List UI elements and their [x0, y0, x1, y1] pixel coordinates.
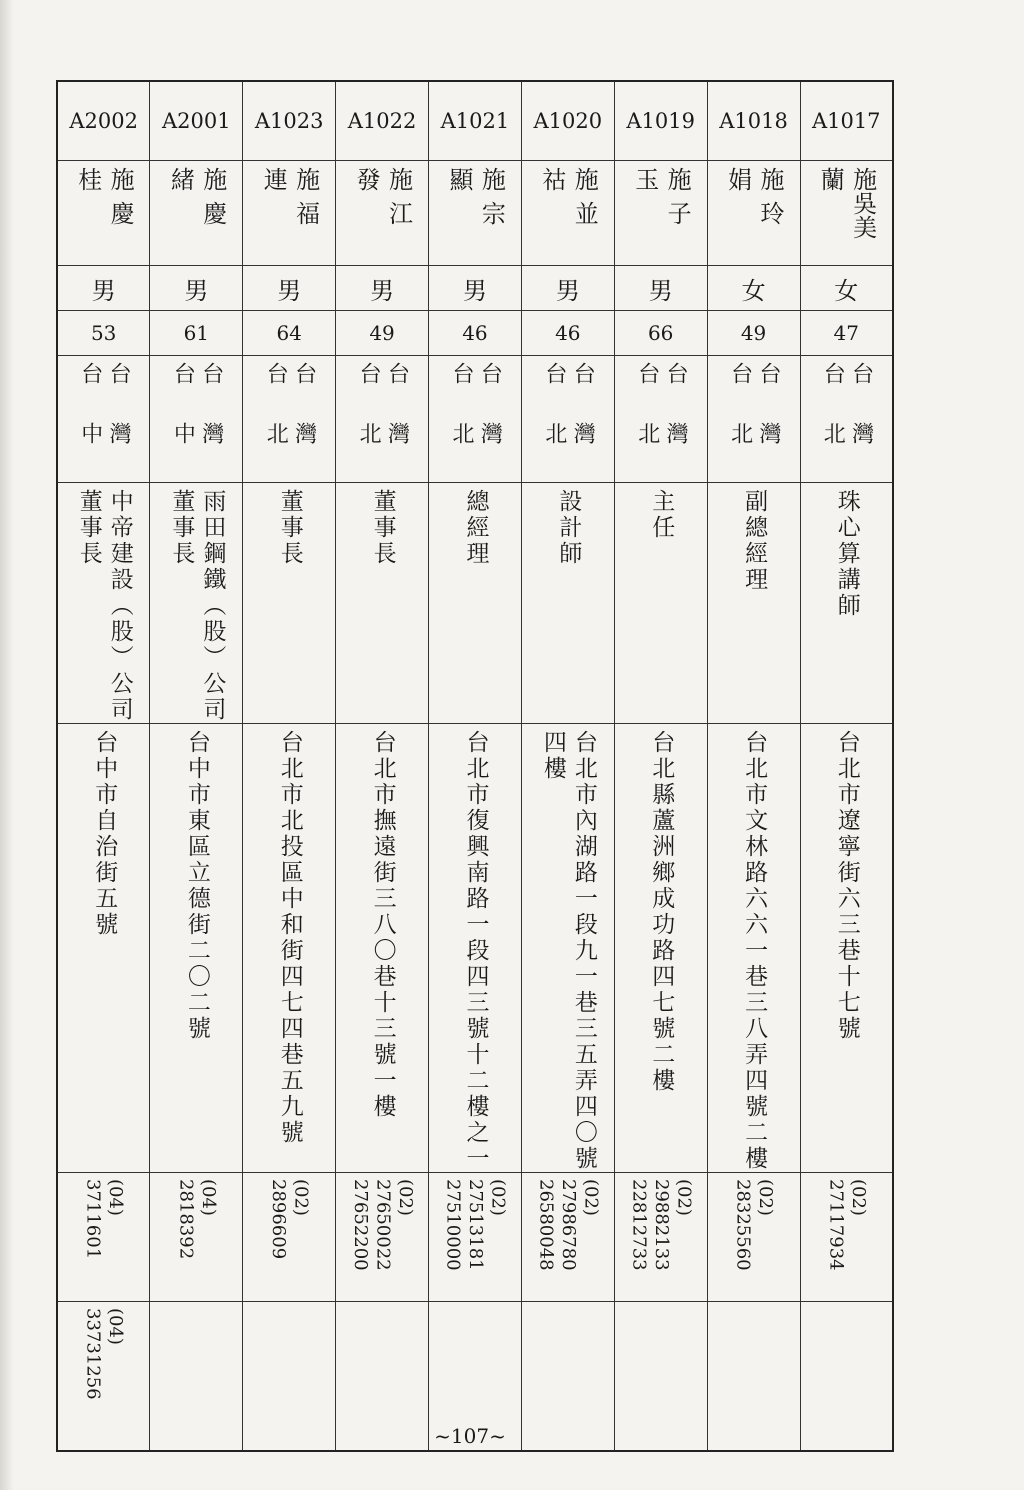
- member-sex-cell: 女: [707, 266, 800, 311]
- member-id-cell: A1017: [800, 81, 893, 161]
- job-title-line: 主任: [648, 489, 675, 541]
- member-job-cell: [336, 483, 429, 724]
- member-job-cell: [243, 483, 336, 724]
- origin-city: 台北: [356, 362, 382, 482]
- address-line: 台中市東區立德街二〇二號: [183, 730, 210, 1042]
- member-name-cell: [150, 161, 243, 266]
- table-row: [57, 356, 893, 483]
- member-address-cell: [150, 724, 243, 1173]
- phone-area-code: (02): [290, 1179, 312, 1216]
- member-address-cell: [800, 724, 893, 1173]
- member-name-cell: [614, 161, 707, 266]
- member-name-cell: [336, 161, 429, 266]
- table-row: [57, 81, 893, 161]
- job-title-line: 董事長: [276, 489, 303, 567]
- member-age-cell: 61: [150, 311, 243, 356]
- member-job-cell: [57, 483, 150, 724]
- member-address-cell: [336, 724, 429, 1173]
- member-origin-cell: [429, 356, 522, 483]
- origin-province: 台灣: [570, 362, 596, 482]
- phone-number: 22812733: [628, 1179, 650, 1271]
- member-age-cell: 66: [614, 311, 707, 356]
- job-title-line: 中帝建設（股）公司: [106, 489, 133, 723]
- address-line: 台北市內湖路一段九一巷三五弄四〇號: [570, 730, 597, 1172]
- member-phone-cell: [243, 1173, 336, 1302]
- phone-area-code: (04): [105, 1179, 127, 1216]
- address-line: 台北市復興南路一段四三號十二樓之一: [462, 730, 489, 1172]
- member-sex-cell: 男: [150, 266, 243, 311]
- member-address-cell: [243, 724, 336, 1173]
- member-name-cell: [707, 161, 800, 266]
- member-id-cell: A1019: [614, 81, 707, 161]
- phone-number: 27510000: [442, 1179, 464, 1271]
- phone-area-code: (02): [394, 1179, 416, 1216]
- member-address-cell: [429, 724, 522, 1173]
- phone-number: 2818392: [175, 1179, 197, 1260]
- member-address-cell: [521, 724, 614, 1173]
- member-age-cell: 47: [800, 311, 893, 356]
- member-origin-cell: [57, 356, 150, 483]
- job-title-line: 總經理: [462, 489, 489, 567]
- member-age-cell: 64: [243, 311, 336, 356]
- origin-city: 台中: [170, 362, 196, 482]
- table-row: [57, 483, 893, 724]
- origin-province: 台灣: [106, 362, 132, 482]
- member-phone-cell: [521, 1173, 614, 1302]
- phone-number: 27650022: [372, 1179, 394, 1271]
- member-sex-cell: 男: [57, 266, 150, 311]
- member-name-cell: [57, 161, 150, 266]
- origin-province: 台灣: [384, 362, 410, 482]
- origin-province: 台灣: [663, 362, 689, 482]
- page-edge: [0, 0, 14, 1490]
- phone-number: 29882133: [650, 1179, 672, 1271]
- member-origin-cell: [707, 356, 800, 483]
- member-name-cell: [521, 161, 614, 266]
- member-sex-cell: 男: [614, 266, 707, 311]
- member-job-cell: [614, 483, 707, 724]
- origin-city: 台北: [820, 362, 846, 482]
- job-title-line: 董事長: [75, 489, 102, 567]
- job-title-line: 董事長: [369, 489, 396, 567]
- member-name: 施子玉: [630, 167, 692, 235]
- member-sex-cell: 男: [429, 266, 522, 311]
- address-line: 台北縣蘆洲鄉成功路四七號二樓: [648, 730, 675, 1094]
- member-origin-cell: [336, 356, 429, 483]
- job-title-line: 副總經理: [741, 489, 768, 593]
- page-number: ~107~: [434, 1424, 506, 1448]
- member-job-cell: [429, 483, 522, 724]
- table-row: [57, 724, 893, 1173]
- member-phone-cell: [707, 1173, 800, 1302]
- phone-number: 26580048: [535, 1179, 557, 1271]
- member-id-cell: A1023: [243, 81, 336, 161]
- phone-area-code: (02): [755, 1179, 777, 1216]
- phone-area-code: (02): [673, 1179, 695, 1216]
- member-origin-cell: [243, 356, 336, 483]
- member-age-cell: 46: [521, 311, 614, 356]
- member-job-cell: [521, 483, 614, 724]
- member-origin-cell: [521, 356, 614, 483]
- member-phone-cell: [150, 1173, 243, 1302]
- origin-city: 台北: [634, 362, 660, 482]
- phone-area-code: (02): [487, 1179, 509, 1216]
- member-sex-cell: 女: [800, 266, 893, 311]
- job-title-line: 雨田鋼鐵（股）公司: [199, 489, 226, 723]
- member-id-cell: A1020: [521, 81, 614, 161]
- address-line: 台中市自治街五號: [91, 730, 118, 938]
- member-phone-cell: [614, 1173, 707, 1302]
- member-address-cell: [57, 724, 150, 1173]
- member-name: 施慶桂: [73, 167, 135, 235]
- phone-number: 27117934: [825, 1179, 847, 1271]
- origin-city: 台中: [77, 362, 103, 482]
- origin-city: 台北: [448, 362, 474, 482]
- origin-province: 台灣: [477, 362, 503, 482]
- phone-number: 2896609: [268, 1179, 290, 1260]
- phone-area-code: (04): [105, 1308, 127, 1345]
- member-name-cell: [243, 161, 336, 266]
- member-job-cell: [150, 483, 243, 724]
- member-sex-cell: 男: [336, 266, 429, 311]
- member-name-cell: [800, 161, 893, 266]
- member-id-cell: A1018: [707, 81, 800, 161]
- phone-area-code: (02): [580, 1179, 602, 1216]
- member-name: 施慶緒: [166, 167, 227, 235]
- phone-area-code: (02): [847, 1179, 869, 1216]
- table-row: [57, 161, 893, 266]
- address-line: 四樓: [539, 730, 566, 782]
- member-origin-cell: [800, 356, 893, 483]
- table-row: [57, 266, 893, 311]
- job-title-line: 設計師: [555, 489, 582, 567]
- member-id-cell: A2001: [150, 81, 243, 161]
- origin-province: 台灣: [291, 362, 317, 482]
- member-name: 施吳美蘭: [816, 167, 877, 239]
- origin-city: 台北: [541, 362, 567, 482]
- phone-number: 27652200: [349, 1179, 371, 1271]
- member-id-cell: A1022: [336, 81, 429, 161]
- member-job-cell: [707, 483, 800, 724]
- member-name: 施江發: [352, 167, 413, 235]
- member-phone-cell: [800, 1173, 893, 1302]
- job-title-line: 珠心算講師: [833, 489, 860, 619]
- phone-area-code: (04): [197, 1179, 219, 1216]
- member-id-cell: A1021: [429, 81, 522, 161]
- member-sex-cell: 男: [243, 266, 336, 311]
- member-name: 施玲娟: [723, 167, 784, 235]
- origin-province: 台灣: [848, 362, 874, 482]
- member-age-cell: 49: [707, 311, 800, 356]
- member-address-cell: [707, 724, 800, 1173]
- member-phone-cell: [336, 1173, 429, 1302]
- address-line: 台北市北投區中和街四七四巷五九號: [276, 730, 303, 1146]
- member-address-cell: [614, 724, 707, 1173]
- member-name: 施宗顯: [444, 167, 506, 235]
- address-line: 台北市撫遠街三八〇巷十三號一樓: [369, 730, 396, 1120]
- member-age-cell: 46: [429, 311, 522, 356]
- member-name: 施並祜: [537, 167, 599, 235]
- origin-province: 台灣: [755, 362, 781, 482]
- address-line: 台北市文林路六六一巷三八弄四號二樓: [741, 730, 768, 1172]
- member-age-cell: 49: [336, 311, 429, 356]
- member-name-cell: [429, 161, 522, 266]
- member-id-cell: A2002: [57, 81, 150, 161]
- member-origin-cell: [150, 356, 243, 483]
- origin-city: 台北: [727, 362, 753, 482]
- address-line: 台北市遼寧街六三巷十七號: [833, 730, 860, 1042]
- phone-number: 27986780: [558, 1179, 580, 1271]
- job-title-line: 董事長: [168, 489, 195, 567]
- member-sex-cell: 男: [521, 266, 614, 311]
- member-roster-table: [56, 80, 894, 1452]
- phone-number: 3711601: [82, 1179, 104, 1260]
- table-row: [57, 1173, 893, 1302]
- phone-number: 27513181: [465, 1179, 487, 1271]
- member-age-cell: 53: [57, 311, 150, 356]
- member-job-cell: [800, 483, 893, 724]
- phone-number: 28325560: [732, 1179, 754, 1271]
- member-phone-cell: [429, 1173, 522, 1302]
- origin-city: 台北: [263, 362, 289, 482]
- phone-number: 33731256: [82, 1308, 104, 1400]
- member-origin-cell: [614, 356, 707, 483]
- member-phone-cell: [57, 1173, 150, 1302]
- member-name: 施福連: [259, 167, 320, 235]
- origin-province: 台灣: [198, 362, 224, 482]
- table-row: [57, 311, 893, 356]
